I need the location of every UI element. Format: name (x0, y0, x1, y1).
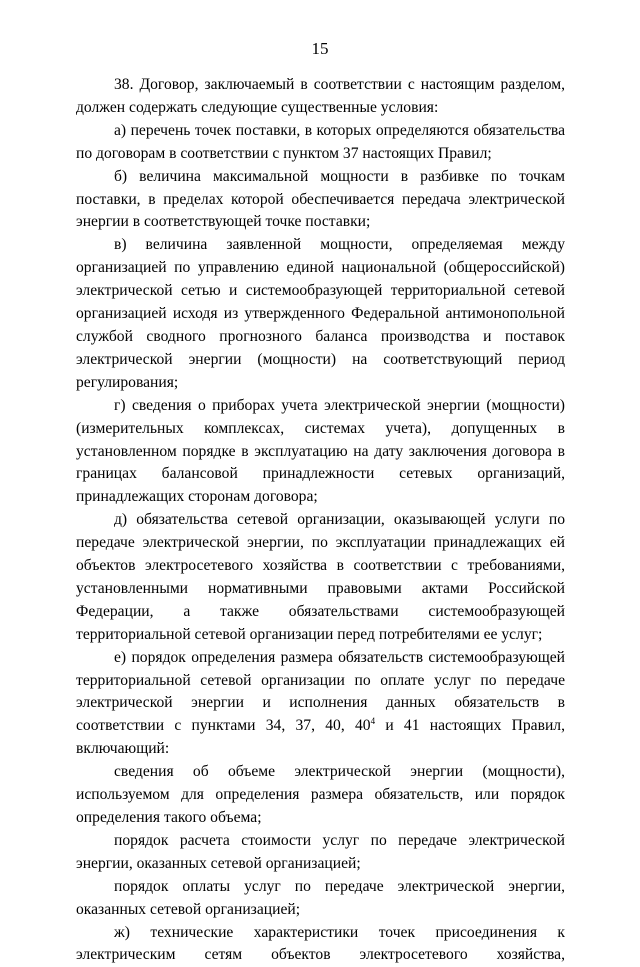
paragraph-g: г) сведения о приборах учета электрической энергии (мощности) (измерительных комплексах, системах учета), допущенных в установленном порядке в эксплуатацию на дату заключения договора в границах балансовой принадлежности сетевых организаций, принадлежащих сторонам договора; (76, 396, 565, 506)
paragraph-e (76, 647, 565, 762)
paragraph-a: а) перечень точек поставки, в которых определяются обязательства по договорам в соответствии с пунктом 37 настоящих Правил; (76, 121, 565, 162)
superscript-4: 4 (370, 716, 376, 727)
paragraph-38: 38. Договор, заключаемый в соответствии с настоящим разделом, должен содержать следующие существенные условия: (76, 76, 565, 116)
paragraph-d: д) обязательства сетевой организации, оказывающей услуги по передаче электрической энергии, по эксплуатации принадлежащих ей объектов электросетевого хозяйства в соответствии с требованиями, установленными нормативными правовыми актами Российской Федерации, а также обязательствами системообразующей территориальной сетевой организации перед потребителями ее услуг; (76, 511, 565, 643)
paragraph-e-text-end: и 41 настоящих Правил, включающий: (76, 717, 565, 758)
paragraph-e-text: е) порядок определения размера обязательств системообразующей территориальной сетевой организации по оплате услуг по передаче электрической энергии и исполнения данных обязательств в соответствии с пунктами 34, 37, 40, 40 (76, 648, 565, 735)
paragraph-v: в) величина заявленной мощности, определяемая между организацией по управлению единой национальной (общероссийской) электрической сетью и системообразующей территориальной сетевой организацией исходя из утвержденного Федеральной антимонопольной службой сводного прогнозного баланса производства и поставок электрической энергии (мощности) на соответствующий период регулирования; (76, 236, 565, 391)
paragraph-payment-order: порядок оплаты услуг по передаче электрической энергии, оказанных сетевой организацией; (76, 877, 565, 918)
paragraph-cost-calculation: порядок расчета стоимости услуг по передаче электрической энергии, оказанных сетевой организацией; (76, 831, 565, 872)
paragraph-b: б) величина максимальной мощности в разбивке по точкам поставки, в пределах которой обеспечивается передача электрической энергии в соответствующей точке поставки; (76, 167, 565, 231)
page-number: 15 (311, 39, 329, 58)
paragraph-zh: ж) технические характеристики точек присоединения к электрическим сетям объектов электросетевого хозяйства, (76, 923, 565, 964)
document-body (76, 74, 565, 967)
paragraph-volume-info: сведения об объеме электрической энергии (мощности), используемом для определения размера обязательств, или порядок определения такого объема; (76, 763, 565, 826)
